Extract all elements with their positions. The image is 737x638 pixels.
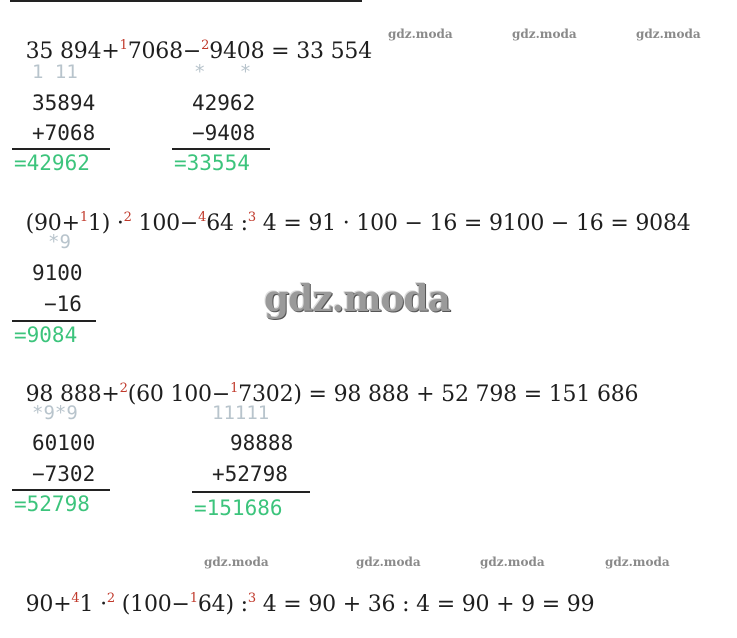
eq4-order-2: 2 xyxy=(106,591,115,606)
watermark: gdz.moda xyxy=(204,555,269,569)
col4-carry: *9*9 xyxy=(32,402,78,424)
watermark: gdz.moda xyxy=(480,555,545,569)
col5-operand-b: +52798 xyxy=(212,462,288,486)
eq3-text-1: 98 888+ xyxy=(25,382,120,407)
eq4-text-2: 1 · xyxy=(79,592,107,617)
watermark: gdz.moda xyxy=(636,27,701,41)
eq2-text-2: 1) · xyxy=(87,211,124,236)
eq1-order-1: 1 xyxy=(119,38,128,53)
equation-4 xyxy=(12,567,594,617)
col2-operand-a: 42962 xyxy=(192,91,256,115)
eq4-order-1: 4 xyxy=(71,591,80,606)
equation-3 xyxy=(12,357,638,407)
eq2-text-1: (90+ xyxy=(25,211,80,236)
eq1-text-3: 9408 = 33 554 xyxy=(209,39,372,64)
eq2-order-4: 3 xyxy=(247,210,256,225)
eq3-text-2: (60 100− xyxy=(127,382,231,407)
col2-result: =33554 xyxy=(174,151,250,175)
col1-carry: 1 11 xyxy=(32,61,78,83)
eq2-text-5: 4 = 91 · 100 − 16 = 9100 − 16 = 9084 xyxy=(255,211,691,236)
top-rule xyxy=(10,0,362,2)
col2-rule xyxy=(172,148,270,150)
col5-operand-a: 98888 xyxy=(230,431,294,455)
eq1-text-2: 7068− xyxy=(127,39,202,64)
watermark: gdz.moda xyxy=(605,555,670,569)
eq2-order-1: 1 xyxy=(79,210,88,225)
col4-result: =52798 xyxy=(14,492,90,516)
col1-operand-b: +7068 xyxy=(32,121,96,145)
eq2-text-3: 100− xyxy=(131,211,199,236)
eq4-order-3: 1 xyxy=(189,591,198,606)
eq3-order-1: 2 xyxy=(119,381,128,396)
eq1-text-1: 35 894+ xyxy=(25,39,120,64)
col2-operand-b: −9408 xyxy=(192,121,256,145)
equation-2 xyxy=(12,186,691,236)
eq1-order-2: 2 xyxy=(201,38,210,53)
col4-rule xyxy=(12,489,110,491)
col5-result: =151686 xyxy=(194,496,283,520)
eq2-text-4: 64 : xyxy=(206,211,248,236)
eq2-order-3: 4 xyxy=(198,210,207,225)
eq4-order-4: 3 xyxy=(247,591,256,606)
watermark: gdz.moda xyxy=(512,27,577,41)
col5-rule xyxy=(192,491,310,493)
col1-result: =42962 xyxy=(14,151,90,175)
eq3-text-3: 7302) = 98 888 + 52 798 = 151 686 xyxy=(238,382,639,407)
col4-operand-a: 60100 xyxy=(32,431,96,455)
col3-carry: *9 xyxy=(48,231,71,253)
col3-rule xyxy=(12,320,96,322)
eq4-text-1: 90+ xyxy=(25,592,72,617)
col1-rule xyxy=(12,148,110,150)
col1-operand-a: 35894 xyxy=(32,91,96,115)
eq4-text-5: 4 = 90 + 36 : 4 = 90 + 9 = 99 xyxy=(255,592,595,617)
eq4-text-3: (100− xyxy=(114,592,190,617)
col3-result: =9084 xyxy=(14,323,78,347)
eq2-order-2: 2 xyxy=(123,210,132,225)
col4-operand-b: −7302 xyxy=(32,462,96,486)
col5-carry: 11111 xyxy=(212,402,270,424)
watermark-center: gdz.moda xyxy=(264,278,450,320)
equation-1 xyxy=(12,14,372,64)
col3-operand-a: 9100 xyxy=(32,261,83,285)
col2-carry: * * xyxy=(194,61,252,83)
col3-operand-b: −16 xyxy=(44,292,82,316)
eq4-text-4: 64) : xyxy=(197,592,248,617)
eq3-order-2: 1 xyxy=(230,381,239,396)
watermark: gdz.moda xyxy=(356,555,421,569)
watermark: gdz.moda xyxy=(388,27,453,41)
